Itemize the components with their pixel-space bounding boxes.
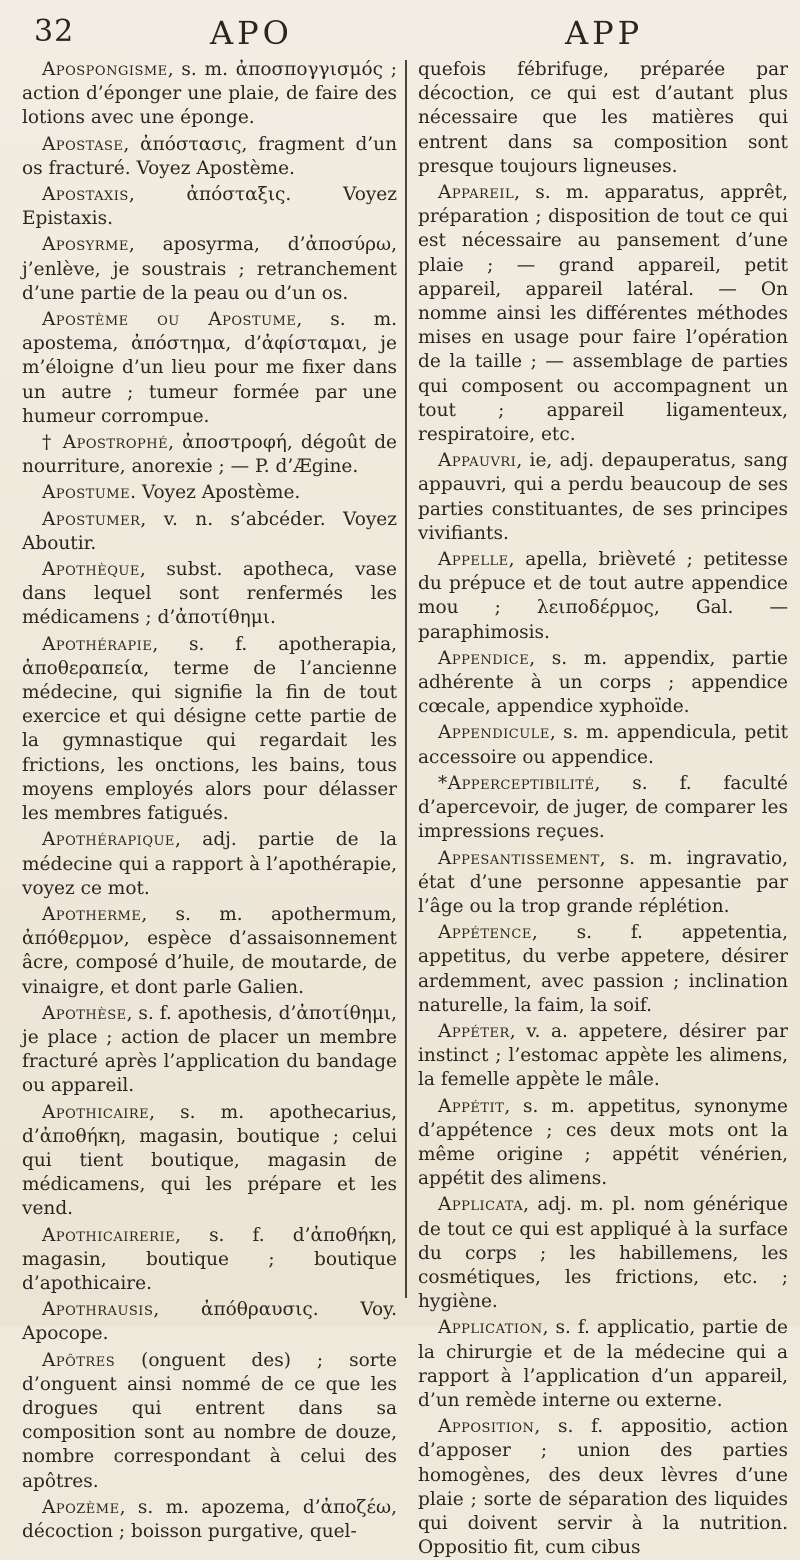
entry-definition: , adj. partie de la médecine qui a rapport à l’apothérapie, voyez ce mot. [22, 829, 397, 899]
entry-headword: Appétit [438, 1095, 505, 1117]
entry-definition: , ἀπόθραυσις. Voy. Apocope. [22, 1299, 397, 1345]
dictionary-entry [22, 828, 397, 901]
dictionary-entry [418, 449, 788, 546]
dictionary-entry [418, 1095, 788, 1192]
entry-definition: , s. f. appositio, action d’apposer ; union des parties homogènes, des deux lèvres d’une plaie ; sorte de séparation des liquides qui doivent servir à la nutrition. Oppositio fit, cum cibus [418, 1416, 788, 1559]
dictionary-entry [418, 647, 788, 720]
entry-headword: Apposition [438, 1416, 535, 1438]
entry-headword: Appendicule [438, 722, 550, 744]
entry-definition: , ἀπόστασις, fragment d’un os fracturé. Voyez Apostème. [22, 133, 397, 179]
page-header [0, 8, 800, 50]
entry-headword: Appéter [438, 1020, 510, 1042]
dictionary-entry [418, 181, 788, 447]
entry-definition: quefois fébrifuge, préparée par décoction, ce qui est d’autant plus nécessaire que les matières qui entrent dans sa composition sont presque toujours ligneuses. [418, 59, 788, 177]
entry-definition: , s. m. apparatus, apprêt, préparation ; disposition de tout ce qui est nécessaire au pansement d’une plaie ; — grand appareil, petit appareil, appareil latéral. — On nomme ainsi les différentes méthodes mises en usage pour faire l’opération de la taille ; — assemblage de parties qui composent ou accompagnent un tout ; appareil ligamenteux, respiratoire, etc. [418, 182, 788, 446]
entry-headword: Apostaxis [42, 184, 129, 206]
left-running-head: APO [210, 14, 293, 52]
dictionary-entry [22, 1298, 397, 1346]
entry-headword: *Apperceptibilité [438, 772, 595, 794]
dictionary-entry [22, 633, 397, 827]
entry-definition: , ἀποστροφή, dégoût de nourriture, anorexie ; — P. d’Ægine. [22, 432, 397, 478]
entry-definition: , s. f. d’ἀποθήκη, magasin, boutique ; boutique d’apothicaire. [22, 1224, 397, 1294]
dictionary-entry [22, 558, 397, 631]
entry-headword: Appelle [438, 549, 509, 571]
entry-definition: , subst. apotheca, vase dans lequel sont renfermés les médicamens ; d’ἀποτίθημι. [22, 559, 397, 629]
entry-definition: , s. f. apothesis, d’ἀποτίθημι, je place ; action de placer un membre fracturé après l’application du bandage ou appareil. [22, 1002, 397, 1097]
dictionary-entry [418, 1020, 788, 1093]
entry-headword: Apospongisme [42, 59, 168, 80]
entry-headword: Apothicaire [42, 1101, 150, 1123]
entry-definition: , s. f. appetentia, appetitus, du verbe appetere, désirer ardemment, avec passion ; inclination naturelle, la faim, la soif. [418, 922, 788, 1016]
entry-headword: Appareil [438, 182, 515, 204]
dictionary-entry [22, 233, 397, 306]
dictionary-entry [22, 133, 397, 181]
entry-definition: . Voyez Apostème. [130, 482, 301, 504]
entry-headword: Apostume [42, 482, 131, 504]
left-column [22, 58, 397, 1542]
dictionary-entry [418, 1415, 788, 1560]
entry-definition: , v. a. appetere, désirer par instinct ; l’estomac appète les alimens, la femelle appète le mâle. [418, 1020, 788, 1091]
entry-headword: Apothèse [42, 1002, 127, 1024]
entry-definition: , s. m. appetitus, synonyme d’appétence ; ces deux mots ont la même origine ; appétit vénérien, appétit des alimens. [418, 1095, 788, 1190]
dictionary-entry [22, 431, 397, 479]
entry-headword: Apôtres [42, 1349, 116, 1371]
entry-definition: , ie, adj. depauperatus, sang appauvri, qui a perdu beaucoup de ses parties constituantes, de ses principes vivifiants. [418, 450, 788, 544]
dictionary-entry [22, 1224, 397, 1297]
page-number: 32 [34, 14, 75, 49]
dictionary-entry [22, 58, 397, 131]
entry-definition: , apella, brièveté ; petitesse du prépuce et de tout autre appendice mou ; λειποδέρμος, Gal. — paraphimosis. [418, 549, 788, 643]
dictionary-entry [418, 1193, 788, 1314]
entry-headword: Apothérapie [42, 633, 153, 655]
entry-headword: Apothérapique [42, 829, 175, 851]
entry-headword: Apothèque [42, 559, 140, 581]
dictionary-entry [22, 903, 397, 1000]
entry-headword: Appesantissement [438, 847, 600, 869]
dictionary-entry [22, 1496, 397, 1544]
entry-definition: , s. m. ingravatio, état d’une personne appesantie par l’âge ou la trop grande réplétion. [418, 847, 788, 917]
dictionary-entry [418, 721, 788, 769]
entry-headword: Apozème [42, 1496, 120, 1518]
entry-headword: Appétence [438, 922, 532, 944]
entry-definition: , s. m. apozema, d’ἀποζέω, décoction ; boisson purgative, quel- [22, 1496, 397, 1542]
entry-definition: , s. m. ἀποσπογγισμός ; action d’éponger une plaie, de faire des lotions avec une éponge. [22, 59, 397, 129]
dictionary-entry [22, 481, 397, 505]
dictionary-entry [418, 921, 788, 1018]
entry-definition: , s. m. appendicula, petit accessoire ou appendice. [418, 722, 788, 768]
dictionary-entry [22, 1349, 397, 1494]
entry-headword: Apothicairerie [42, 1224, 176, 1246]
entry-definition: , v. n. s’abcéder. Voyez Aboutir. [22, 508, 397, 554]
entry-definition: , s. f. applicatio, partie de la chirurgie et de la médecine qui a rapport à l’application d’un appareil, d’un remède interne ou externe. [418, 1317, 788, 1411]
dictionary-entry [418, 847, 788, 920]
entry-definition: , s. m. apothecarius, d’ἀποθήκη, magasin, boutique ; celui qui tient boutique, magasin de médicamens, qui les prépare et les vend. [22, 1101, 397, 1220]
entry-headword: Applicata [438, 1194, 524, 1216]
dictionary-entry [418, 772, 788, 845]
entry-headword: Apostase [42, 133, 124, 155]
dictionary-entry [418, 1316, 788, 1413]
entry-headword: Appauvri [438, 450, 517, 472]
entry-definition: , s. f. faculté d’apercevoir, de juger, de comparer les impressions reçues. [418, 772, 788, 843]
dictionary-entry [22, 308, 397, 429]
entry-definition: , ἀπόσταξις. Voyez Epistaxis. [22, 184, 397, 230]
entry-headword: Appendice [438, 647, 530, 669]
entry-definition: , aposyrma, d’ἀποσύρω, j’enlève, je soustrais ; retranchement d’une partie de la peau ou d’un os. [22, 234, 397, 304]
entry-definition: , s. m. appendix, partie adhérente à un corps ; appendice cœcale, appendice xyphoïde. [418, 647, 788, 718]
dictionary-entry [418, 548, 788, 645]
entry-definition: , s. f. apotherapia, ἀποθεραπεία, terme de l’ancienne médecine, qui signifie la fin de tout exercice et qui désigne cette partie de la gymnastique qui regardait les frictions, les onctions, les bains, tous moyens employés alors pour délasser les membres fatigués. [22, 633, 397, 825]
right-running-head: APP [565, 14, 644, 52]
entry-headword: † Apostrophé [42, 432, 169, 454]
entry-definition: , s. m. apothermum, ἀπόθερμον, espèce d’assaisonnement âcre, composé d’huile, de moutarde, de vinaigre, et dont parle Galien. [22, 903, 397, 998]
dictionary-entry [22, 1101, 397, 1222]
right-column [418, 58, 788, 1559]
dictionary-entry [22, 508, 397, 556]
dictionary-entry [22, 183, 397, 231]
entry-headword: Apostème ou Apostume [42, 309, 297, 331]
dictionary-entry [22, 1002, 397, 1099]
entry-headword: Apotherme [42, 903, 142, 925]
column-divider [405, 60, 407, 1298]
entry-headword: Aposyrme [42, 234, 129, 256]
dictionary-entry [418, 58, 788, 179]
entry-headword: Apothrausis [42, 1299, 154, 1321]
entry-headword: Apostumer [42, 508, 141, 530]
entry-headword: Application [438, 1317, 543, 1339]
entry-definition: (onguent des) ; sorte d’onguent ainsi nommé de ce que les drogues qui entrent dans sa composition sont au nombre de douze, nombre correspondant à celui des apôtres. [22, 1349, 397, 1492]
entry-definition: , adj. m. pl. nom générique de tout ce qui est appliqué à la surface du corps ; les habillemens, les cosmétiques, les frictions, etc. ; hygiène. [418, 1194, 788, 1313]
entry-definition: , s. m. apostema, ἀπόστημα, d’ἀφίσταμαι, je m’éloigne d’un lieu pour me fixer dans un autre ; tumeur formée par une humeur corrompue. [22, 309, 397, 427]
